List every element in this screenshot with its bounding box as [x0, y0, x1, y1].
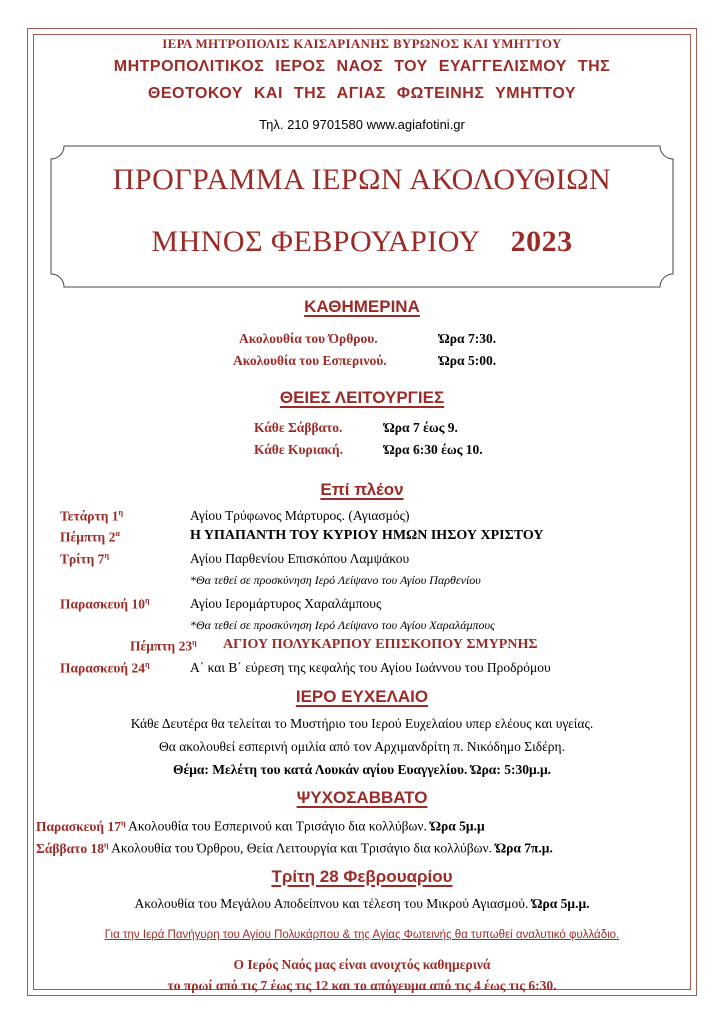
liturgy-saturday-label: Κάθε Σάββατο. — [254, 420, 343, 435]
souls-heading: ΨΥΧΟΣΑΒΒΑΤΟ — [296, 788, 428, 807]
unction-line2: Θα ακολουθεί εσπερινή ομιλία από τον Αρχιμανδρίτη π. Νικόδημο Σιδέρη. — [159, 739, 565, 754]
opening-hours-line1: Ο Ιερός Ναός μας είναι ανοιχτός καθημερινά — [233, 957, 491, 972]
souls-time: Ώρα 7π.μ. — [491, 840, 553, 856]
contact-info: Τηλ. 210 9701580 www.agiafotini.gr — [259, 117, 465, 132]
event-text: Αγίου Ιερομάρτυρος Χαραλάμπους — [190, 596, 382, 611]
unction-heading: ΙΕΡΟ ΕΥΧΕΛΑΙΟ — [295, 687, 429, 706]
liturgy-sunday-label: Κάθε Κυριακή. — [254, 442, 343, 457]
event-text: Αγίου Τρύφωνος Μάρτυρος. (Αγιασμός) — [190, 508, 410, 523]
souls-day-text: Παρασκευή 17 — [36, 818, 121, 834]
unction-line1: Κάθε Δευτέρα θα τελείται το Μυστήριο του Ιερού Ευχελαίου υπερ ελέους και υγείας. — [130, 716, 594, 731]
event-day-text: Πέμπτη 23 — [130, 638, 193, 654]
event-day-suffix: η — [118, 508, 124, 517]
event-day — [60, 529, 120, 546]
event-day-text: Παρασκευή 10 — [60, 596, 145, 612]
event-day-text: Τρίτη 7 — [60, 551, 105, 567]
event-day-text: Τετάρτη 1 — [60, 508, 119, 524]
souls-day — [36, 841, 109, 856]
daily-vespers-label: Ακολουθία του Εσπερινού. — [233, 353, 387, 368]
tuesday-line — [0, 896, 724, 912]
souls-day-suffix: η — [120, 818, 126, 827]
daily-vespers-time: Ώρα 5:00. — [439, 353, 497, 368]
daily-orthros-label: Ακολουθία του Όρθρου. — [239, 331, 378, 346]
year-label: 2023 — [510, 225, 573, 258]
event-text: Α΄ και Β΄ εύρεση της κεφαλής του Αγίου Ιωάννου του Προδρόμου — [190, 660, 551, 675]
month-title — [0, 225, 724, 259]
event-day — [130, 638, 197, 655]
event-day-suffix: η — [192, 638, 197, 647]
souls-day — [36, 819, 126, 834]
souls-text: Ακολουθία του Όρθρου, Θεία Λειτουργία και Τρισάγιο δια κολλύβων. — [108, 840, 492, 856]
event-day — [60, 660, 150, 677]
schedule-title: ΠΡΟΓΡΑΜΜΑ ΙΕΡΩΝ ΑΚΟΛΟΥΘΙΩΝ — [112, 163, 612, 196]
event-day-suffix: η — [144, 660, 150, 669]
extra-heading: Επί πλέον — [320, 480, 404, 499]
daily-orthros-time: Ώρα 7:30. — [439, 331, 497, 346]
souls-day-suffix: η — [103, 840, 109, 849]
metropolis-name: ΙΕΡΑ ΜΗΤΡΟΠΟΛΙΣ ΚΑΙΣΑΡΙΑΝΗΣ ΒΥΡΩΝΟΣ ΚΑΙ ΥΜΗΤΤΟΥ — [162, 36, 562, 51]
festival-note-link[interactable]: Για την Ιερά Πανήγυρη του Αγίου Πολυκάρπου & της Αγίας Φωτεινής θα τυπωθεί αναλυτικό φυλλάδιο. — [104, 929, 620, 941]
event-relic-note: *Θα τεθεί σε προσκύνηση Ιερό Λείψανο του Αγίου Παρθενίου — [190, 573, 481, 587]
event-day-suffix: α — [115, 529, 120, 538]
event-day — [60, 596, 150, 613]
daily-heading: ΚΑΘΗΜΕΡΙΝΑ — [304, 297, 420, 316]
tuesday-time: Ώρα 5μ.μ. — [528, 896, 590, 911]
unction-theme: Θέμα: Μελέτη του κατά Λουκάν αγίου Ευαγγελίου. Ώρα: 5:30μ.μ. — [172, 762, 552, 777]
event-day — [60, 551, 109, 568]
souls-day-text: Σάββατο 18 — [36, 840, 104, 856]
tuesday-text: Ακολουθία του Μεγάλου Αποδείπνου και τέλεση του Μικρού Αγιασμού. — [134, 896, 529, 911]
event-day — [60, 508, 123, 525]
souls-time: Ώρα 5μ.μ — [426, 818, 485, 834]
souls-row — [36, 840, 553, 857]
event-day-text: Πέμπτη 2 — [60, 529, 116, 545]
liturgy-sunday-time: Ώρα 6:30 έως 10. — [384, 442, 483, 457]
event-day-suffix: η — [104, 551, 109, 560]
daily-orthros — [239, 331, 378, 347]
church-name-line2: ΘΕΟΤΟΚΟΥ ΚΑΙ ΤΗΣ ΑΓΙΑΣ ΦΩΤΕΙΝΗΣ ΥΜΗΤΤΟΥ — [147, 85, 577, 102]
event-day-text: Παρασκευή 24 — [60, 660, 145, 676]
opening-hours-line2: το πρωί από τις 7 έως τις 12 και το απόγευμα από τις 4 έως τις 6:30. — [167, 978, 557, 993]
souls-text: Ακολουθία του Εσπερινού και Τρισάγιο δια κολλύβων. — [125, 818, 427, 834]
church-name-line1: ΜΗΤΡΟΠΟΛΙΤΙΚΟΣ ΙΕΡΟΣ ΝΑΟΣ ΤΟΥ ΕΥΑΓΓΕΛΙΣΜΟΥ ΤΗΣ — [113, 58, 611, 75]
event-text: Αγίου Παρθενίου Επισκόπου Λαμψάκου — [190, 551, 410, 566]
liturgies-heading: ΘΕΙΕΣ ΛΕΙΤΟΥΡΓΙΕΣ — [279, 388, 445, 407]
event-relic-note: *Θα τεθεί σε προσκύνηση Ιερό Λείψανο του Αγίου Χαραλάμπους — [190, 618, 495, 632]
month-label: ΜΗΝΟΣ ΦΕΒΡΟΥΑΡΙΟΥ — [151, 225, 481, 258]
souls-row — [36, 818, 485, 835]
liturgy-saturday-time: Ώρα 7 έως 9. — [384, 420, 458, 435]
tuesday-heading: Τρίτη 28 Φεβρουαρίου — [271, 867, 453, 886]
event-text-feast: ΑΓΙΟΥ ΠΟΛΥΚΑΡΠΟΥ ΕΠΙΣΚΟΠΟΥ ΣΜΥΡΝΗΣ — [223, 637, 538, 652]
event-text-feast: Η ΥΠΑΠΑΝΤΗ ΤΟΥ ΚΥΡΙΟΥ ΗΜΩΝ ΙΗΣΟΥ ΧΡΙΣΤΟΥ — [190, 528, 544, 543]
event-day-suffix: η — [144, 596, 150, 605]
daily-vespers — [233, 353, 387, 369]
